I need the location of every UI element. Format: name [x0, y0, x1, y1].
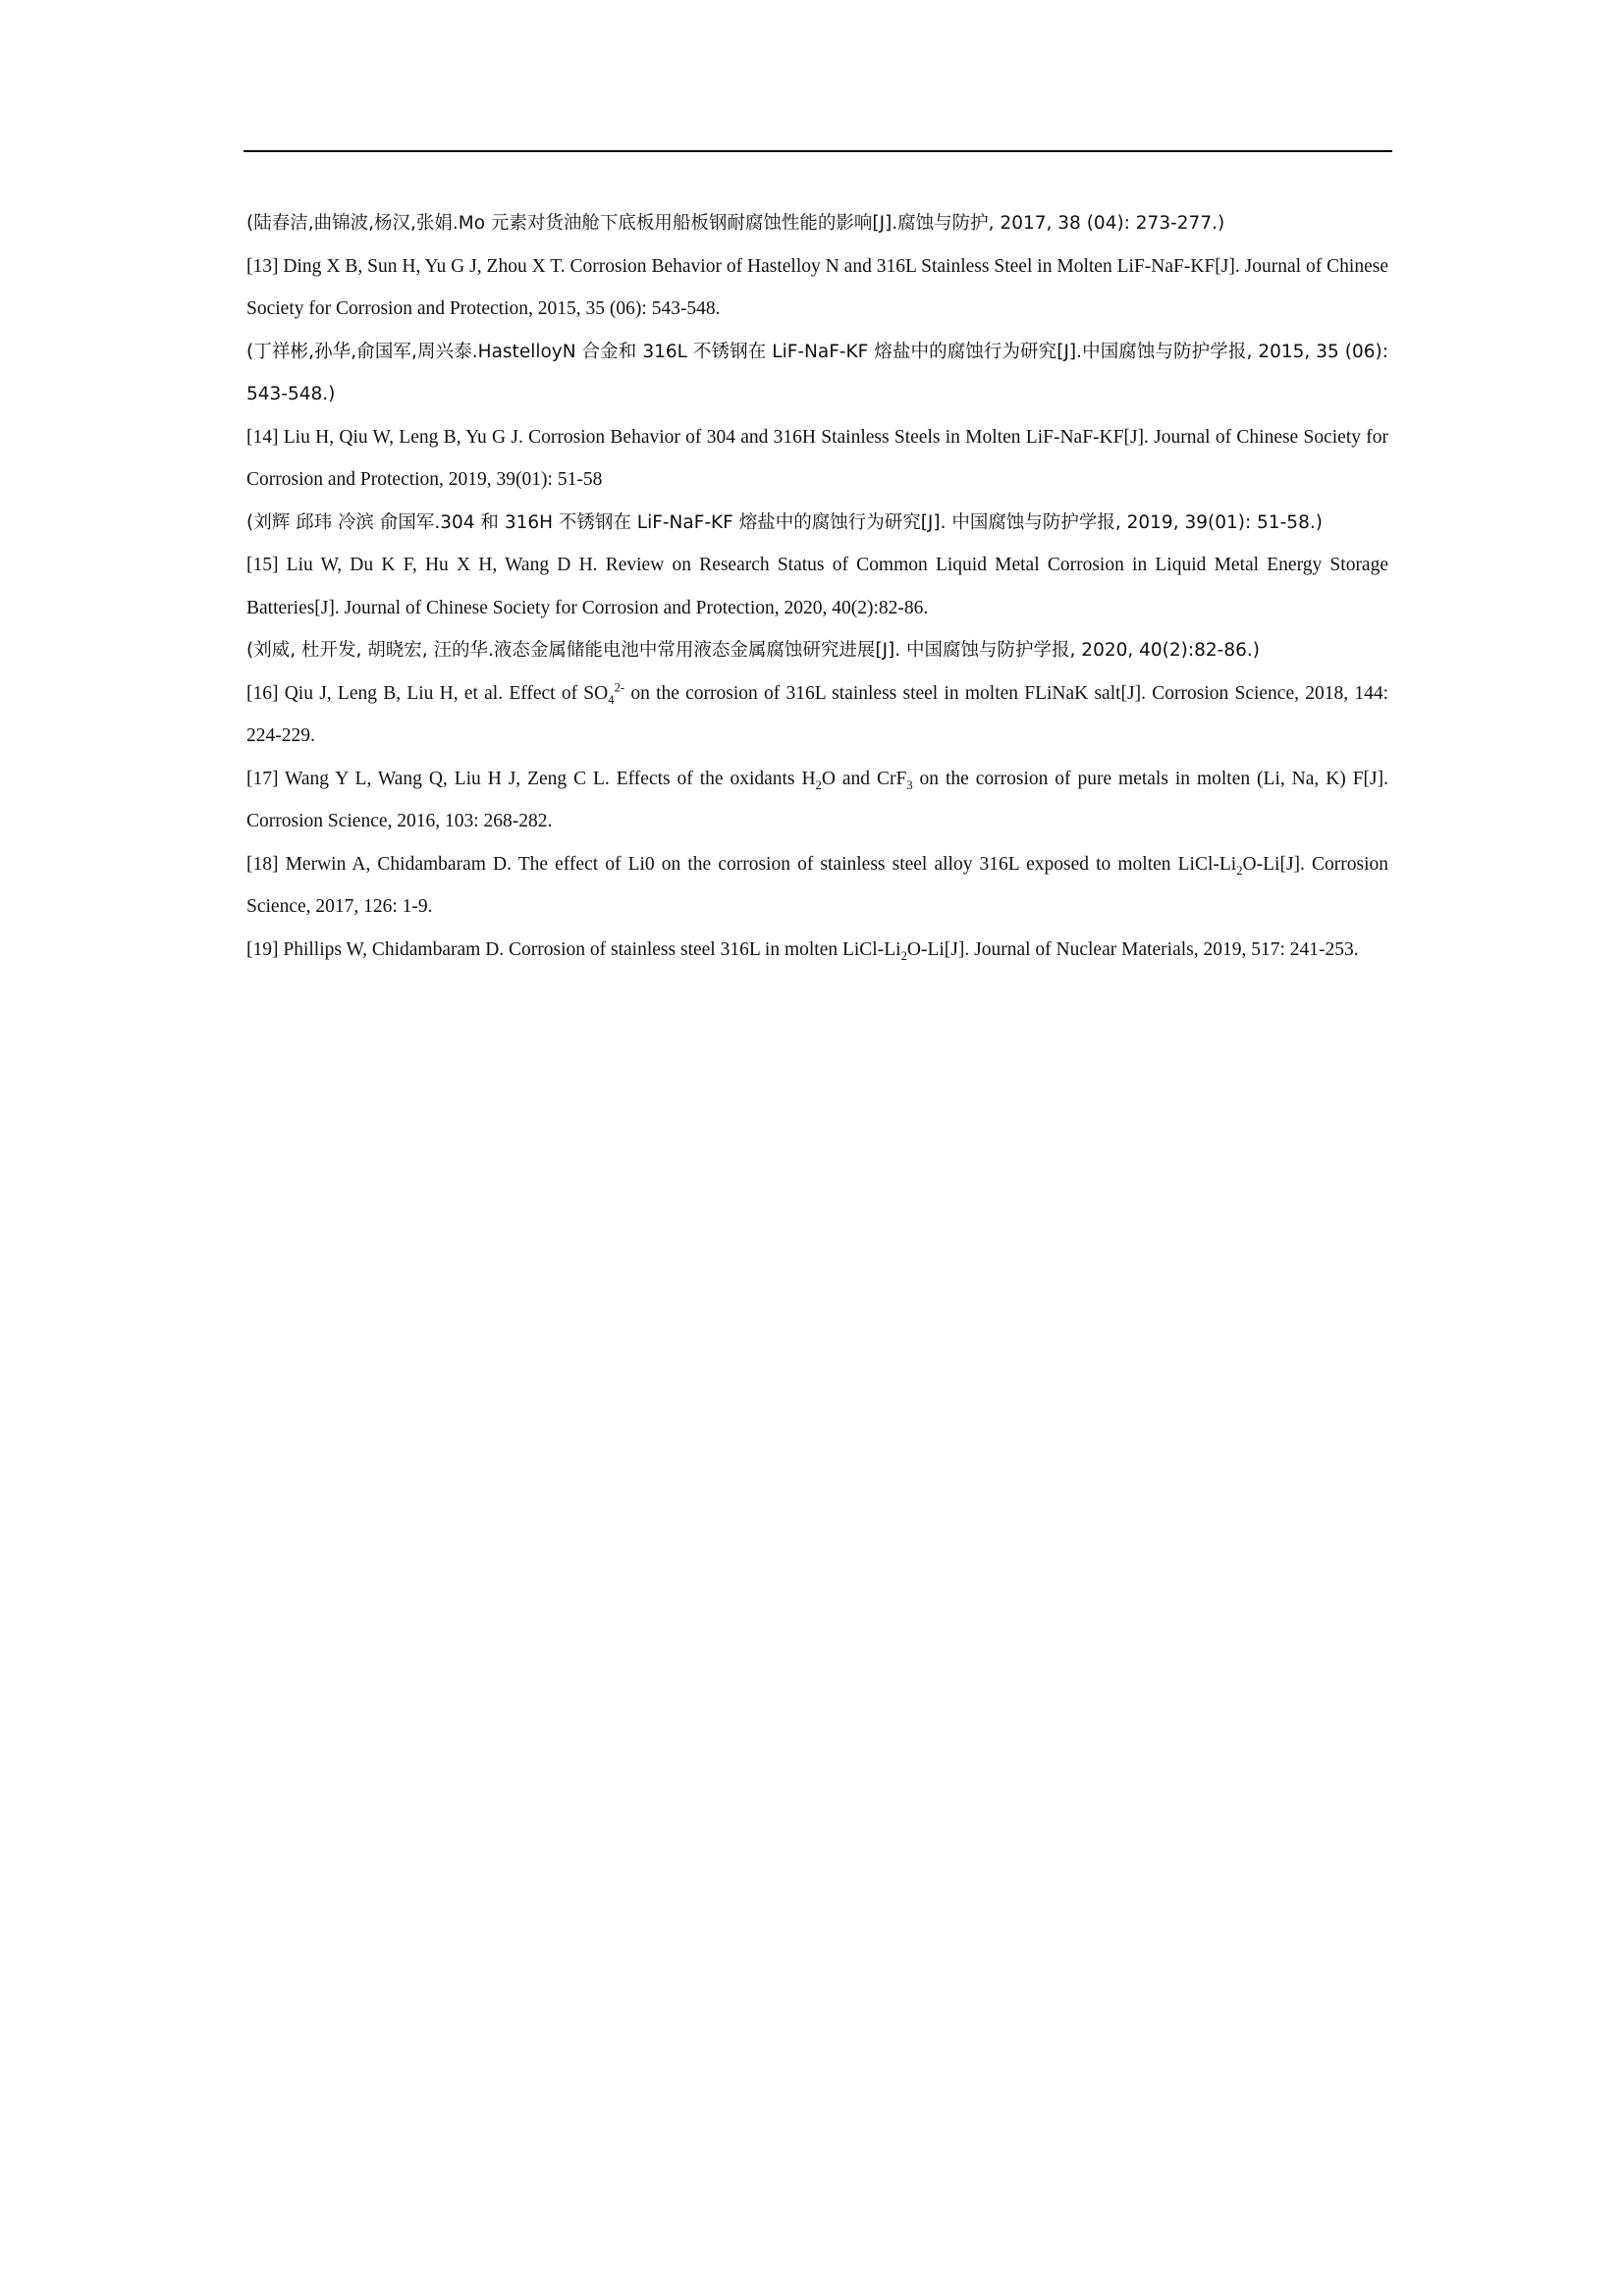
reference-17: [246, 758, 1388, 843]
reference-18-text-a: [18] Merwin A, Chidambaram D. The effect of Li0 on the corrosion of stainless steel alloy 316L exposed to molten LiCl-Li: [246, 853, 1237, 875]
reference-14-chinese: (刘辉 邱玮 冷滨 俞国军.304 和 316H 不锈钢在 LiF-NaF-KF 熔盐中的腐蚀行为研究[J]. 中国腐蚀与防护学报, 2019, 39(01): 51-58.): [246, 511, 1323, 533]
reference-19-subscript: 2: [900, 948, 907, 963]
reference-17-text-a: [17] Wang Y L, Wang Q, Liu H J, Zeng C L. Effects of the oxidants H: [246, 768, 816, 789]
reference-13: [13] Ding X B, Sun H, Yu G J, Zhou X T. Corrosion Behavior of Hastelloy N and 316L Stainless Steel in Molten LiF-NaF-KF[J]. Journal of Chinese Society for Corrosion and Protection, 2015, 35 (06): 543-548.: [246, 255, 1388, 319]
reference-19: [246, 929, 1388, 972]
reference-17-text-c: on the corrosion of pure metals in molten (Li, Na, K) F[J]. Corrosion Science, 2016, 103: 268-282.: [246, 768, 1388, 831]
reference-19-text-a: [19] Phillips W, Chidambaram D. Corrosion of stainless steel 316L in molten LiCl-Li: [246, 938, 901, 960]
reference-17-text-b: O and CrF: [821, 768, 907, 789]
header-rule: [244, 150, 1392, 152]
reference-16: [246, 672, 1388, 758]
reference-16-subscript: 4: [608, 692, 615, 707]
reference-18: [246, 843, 1388, 929]
reference-16-text-b: on the corrosion of 316L stainless steel in molten FLiNaK salt[J]. Corrosion Science, 2018, 144: 224-229.: [246, 682, 1388, 746]
reference-19-text-b: O-Li[J]. Journal of Nuclear Materials, 2019, 517: 241-253.: [906, 938, 1359, 960]
reference-15-chinese: (刘威, 杜开发, 胡晓宏, 汪的华.液态金属储能电池中常用液态金属腐蚀研究进展[J]. 中国腐蚀与防护学报, 2020, 40(2):82-86.): [246, 640, 1260, 661]
reference-17-subscript-1: 2: [815, 777, 822, 792]
reference-16-text-a: [16] Qiu J, Leng B, Liu H, et al. Effect of SO: [246, 682, 609, 704]
reference-17-subscript-2: 3: [906, 777, 913, 792]
reference-12-chinese: (陆春洁,曲锦波,杨汉,张娟.Mo 元素对货油舱下底板用船板钢耐腐蚀性能的影响[J].腐蚀与防护, 2017, 38 (04): 273-277.): [246, 213, 1225, 234]
reference-18-text-b: O-Li[J]. Corrosion Science, 2017, 126: 1-9.: [246, 853, 1389, 917]
reference-15: [15] Liu W, Du K F, Hu X H, Wang D H. Review on Research Status of Common Liquid Metal Corrosion in Liquid Metal Energy Storage Batteries[J]. Journal of Chinese Society for Corrosion and Protection, 2020, 40(2):82-86.: [246, 555, 1388, 618]
reference-14: [14] Liu H, Qiu W, Leng B, Yu G J. Corrosion Behavior of 304 and 316H Stainless Steels in Molten LiF-NaF-KF[J]. Journal of Chinese Society for Corrosion and Protection, 2019, 39(01): 51-58: [246, 426, 1388, 490]
reference-18-subscript: 2: [1236, 863, 1243, 878]
reference-13-chinese: (丁祥彬,孙华,俞国军,周兴泰.HastelloyN 合金和 316L 不锈钢在 LiF-NaF-KF 熔盐中的腐蚀行为研究[J].中国腐蚀与防护学报, 2015, 35 (06): 543-548.): [246, 341, 1388, 404]
reference-16-superscript: 2-: [614, 680, 625, 694]
reference-list: [246, 202, 1388, 971]
